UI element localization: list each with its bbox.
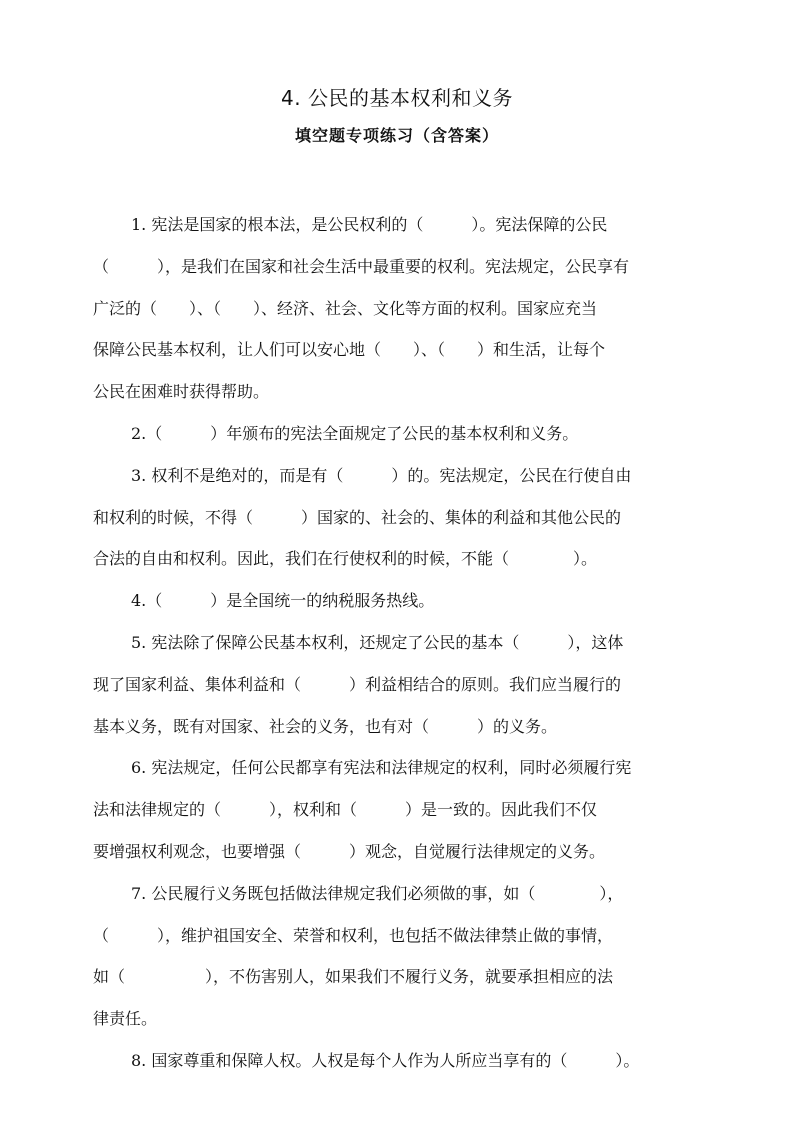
text-line: 7. 公民履行义务既包括做法律规定我们必须做的事，如（ ）， [131,883,624,903]
text-line: （ ），维护祖国安全、荣誉和权利，也包括不做法律禁止做的事情， [93,925,614,945]
text-line: （ ），是我们在国家和社会生活中最重要的权利。宪法规定，公民享有 [93,256,630,276]
document-subtitle: 填空题专项练习（含答案） [294,126,499,145]
text-line: 5. 宪法除了保障公民基本权利，还规定了公民的基本（ ），这体 [131,632,624,652]
text-line: 1. 宪法是国家的根本法，是公民权利的（ ）。宪法保障的公民 [131,215,608,234]
text-line: 8. 国家尊重和保障人权。人权是每个人作为人所应当享有的（ ）。 [131,1050,640,1070]
exercise-body [93,204,707,1082]
text-line: 4.（ ）是全国统一的纳税服务热线。 [131,591,435,611]
document-title: 4. 公民的基本权利和义务 [281,86,513,110]
text-line: 如（ ），不伤害别人，如果我们不履行义务，就要承担相应的法 [93,967,614,987]
text-line: 公民在困难时获得帮助。 [93,382,270,402]
text-line: 2.（ ）年颁布的宪法全面规定了公民的基本权利和义务。 [131,423,579,443]
text-line: 合法的自由和权利。因此，我们在行使权利的时候，不能（ ）。 [93,549,598,569]
text-line: 基本义务，既有对国家、社会的义务，也有对（ ）的义务。 [93,716,558,736]
text-line: 和权利的时候，不得（ ）国家的、社会的、集体的利益和其他公民的 [93,507,622,527]
text-line: 6. 宪法规定，任何公民都享有宪法和法律规定的权利，同时必须履行宪 [131,758,632,778]
text-line: 广泛的（ ）、（ ）、经济、社会、文化等方面的权利。国家应充当 [93,298,598,318]
text-line: 保障公民基本权利，让人们可以安心地（ ）、（ ）和生活，让每个 [93,340,606,360]
text-line: 现了国家利益、集体利益和（ ）利益相结合的原则。我们应当履行的 [93,674,622,694]
text-line: 要增强权利观念，也要增强（ ）观念，自觉履行法律规定的义务。 [93,841,606,861]
text-line: 3. 权利不是绝对的，而是有（ ）的。宪法规定，公民在行使自由 [131,465,632,485]
text-line: 法和法律规定的（ ），权利和（ ）是一致的。因此我们不仅 [93,800,598,820]
text-line: 律责任。 [93,1009,158,1029]
